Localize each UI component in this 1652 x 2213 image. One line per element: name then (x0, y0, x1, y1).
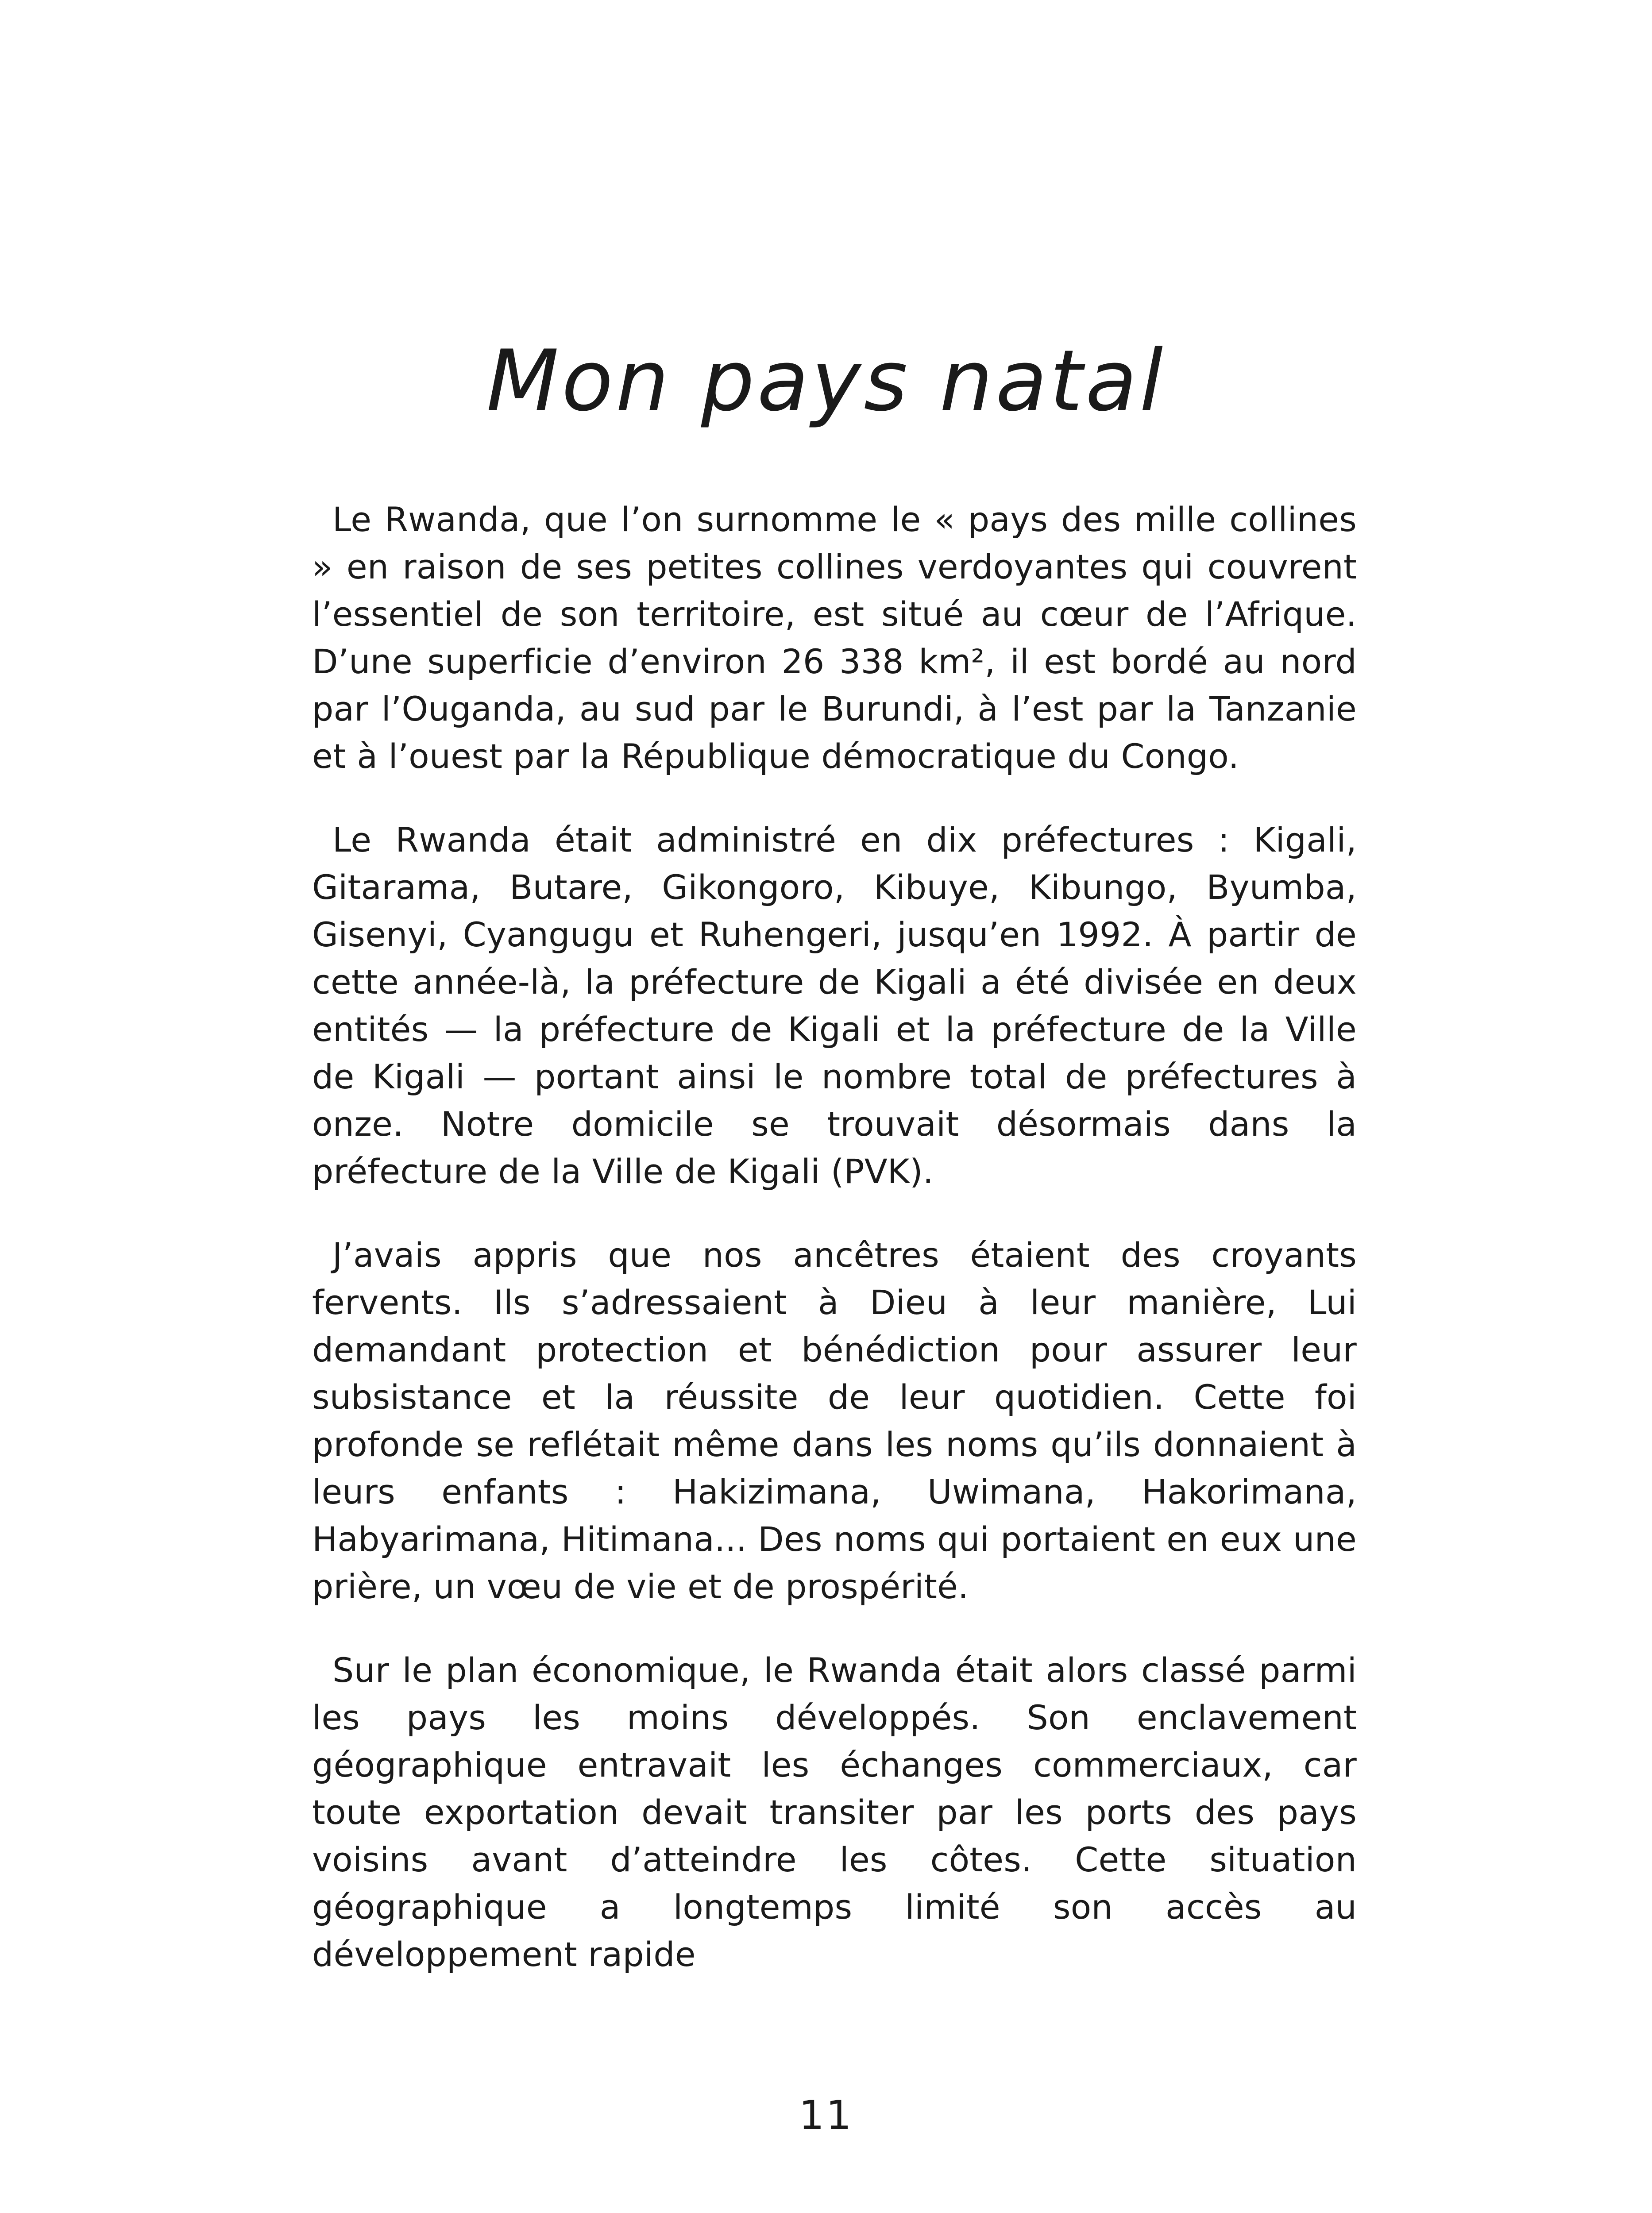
paragraph-ancestors: J’avais appris que nos ancêtres étaient des croyants fervents. Ils s’adressaient à Dieu à leur manière, Lui demandant protection et bénédiction pour assurer leur subsistance et la réussite de leur quotidien. Cette foi profonde se reflétait même dans les noms qu’ils donnaient à leurs enfants : Hakizimana, Uwimana, Hakorimana, Habyarimana, Hitimana... Des noms qui portaient en eux une prière, un vœu de vie et de prospérité. (312, 1235, 1357, 1606)
paragraph-geography: Le Rwanda, que l’on surnomme le « pays des mille collines » en raison de ses petites collines verdoyantes qui couvrent l’essentiel de son territoire, est situé au cœur de l’Afrique. D’une superficie d’environ 26 338 km², il est bordé au nord par l’Ouganda, au sud par le Burundi, à l’est par la Tanzanie et à l’ouest par la République démocratique du Congo. (312, 500, 1357, 776)
paragraph-economy: Sur le plan économique, le Rwanda était alors classé parmi les pays les moins développés. Son enclavement géographique entravait les échanges commerciaux, car toute exportation devait transiter par les ports des pays voisins avant d’atteindre les côtes. Cette situation géographique a longtemps limité son accès au développement rapide (312, 1650, 1357, 1974)
body-text (312, 496, 1357, 2014)
paragraph-prefectures: Le Rwanda était administré en dix préfectures : Kigali, Gitarama, Butare, Gikongoro, Kibuye, Kibungo, Byumba, Gisenyi, Cyangugu et Ruhengeri, jusqu’en 1992. À partir de cette année-là, la préfecture de Kigali a été divisée en deux entités — la préfecture de Kigali et la préfecture de la Ville de Kigali — portant ainsi le nombre total de préfectures à onze. Notre domicile se trouvait désormais dans la préfecture de la Ville de Kigali (PVK). (312, 820, 1357, 1191)
page-number: 11 (799, 2092, 853, 2139)
chapter-title: Mon pays natal (486, 332, 1166, 430)
